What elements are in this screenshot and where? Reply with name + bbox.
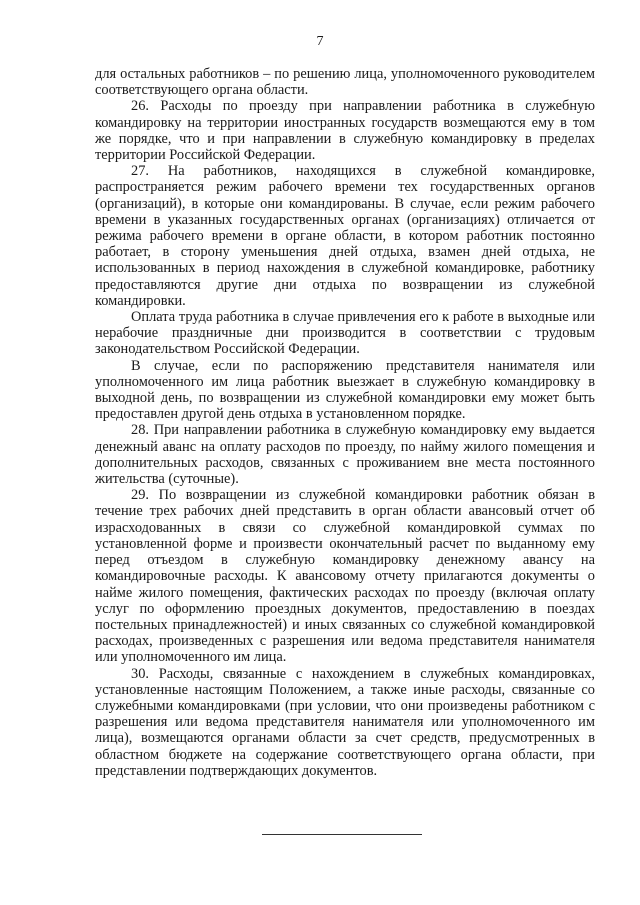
paragraph-30: 30. Расходы, связанные с нахождением в служебных командировках, установленные настоящим Положением, а также иные расходы, связанные со служебными командировками (при условии, что они произведены работником с разрешения или ведома представителя нанимателя или уполномоченного им лица), возмещаются органами области за счет средств, предусмотренных в областном бюджете на содержание соответствующего органа области, при представлении подтверждающих документов. (95, 665, 595, 779)
paragraph-28: 28. При направлении работника в служебную командировку ему выдается денежный аванс на оплату расходов по проезду, по найму жилого помещения и дополнительных расходов, связанных с проживанием вне места постоянного жительства (суточные). (95, 422, 595, 488)
paragraph-26: 26. Расходы по проезду при направлении работника в служебную командировку на территории иностранных государств возмещаются ему в том же порядке, что и при направлении в служебную командировку в пределах территории Российской Федерации. (95, 98, 595, 164)
paragraph-27-payment: Оплата труда работника в случае привлечения его к работе в выходные или нерабочие праздничные дни производится в соответствии с трудовым законодательством Российской Федерации. (95, 309, 595, 358)
footer-divider (262, 834, 422, 835)
document-body (95, 66, 595, 779)
paragraph-29: 29. По возвращении из служебной командировки работник обязан в течение трех рабочих дней представить в орган области авансовый отчет об израсходованных в связи со служебной командировкой суммах по установленной форме и произвести окончательный расчет по выданному ему перед отъездом в служебную командировку денежному авансу на командировочные расходы. К авансовому отчету прилагаются документы о найме жилого помещения, фактических расходах по проезду (включая оплату услуг по оформлению проездных документов, предоставлению в поездах постельных принадлежностей) и иных связанных со служебной командировкой расходах, произведенных с разрешения или ведома представителя нанимателя или уполномоченного им лица. (95, 487, 595, 666)
page-number: 7 (316, 34, 324, 49)
paragraph-continuation: для остальных работников – по решению лица, уполномоченного руководителем соответствующего органа области. (95, 66, 595, 99)
paragraph-27: 27. На работников, находящихся в служебной командировке, распространяется режим рабочего времени тех государственных органов (организаций), в которые они командированы. В случае, если режим рабочего времени в указанных государственных органах (организациях) отличается от режима рабочего времени в органе области, в котором работник постоянно работает, в сторону уменьшения дней отдыха, взамен дней отдыха, не использованных в период нахождения в служебной командировке, работнику предоставляются другие дни отдыха по возвращении из служебной командировки. (95, 163, 595, 309)
paragraph-27-day-off: В случае, если по распоряжению представителя нанимателя или уполномоченного им лица работник выезжает в служебную командировку в выходной день, по возвращении из служебной командировки ему может быть предоставлен другой день отдыха в установленном порядке. (95, 357, 595, 423)
